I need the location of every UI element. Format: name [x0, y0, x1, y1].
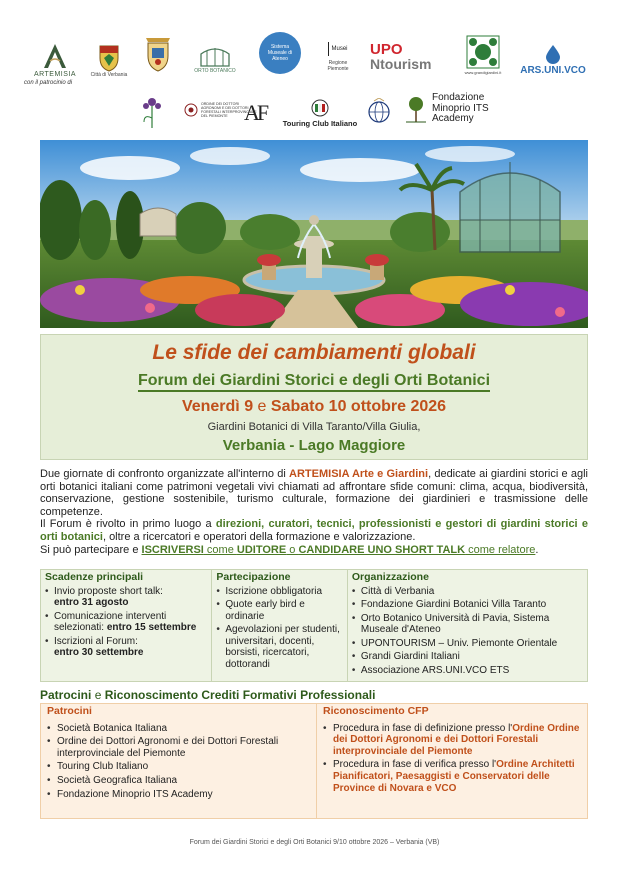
- cfp-agronomi-highlight: Ordine Ordine dei Dottori Agronomi e dei Dottori Forestali interprovinciale del Piemonte: [332, 722, 580, 757]
- intro-p2-end: , oltre a ricercatori e operatori della formazione e valorizzazione.: [102, 530, 416, 543]
- upo-label: UPO: [370, 41, 403, 58]
- tree: [174, 202, 226, 254]
- crest-logo: [140, 26, 176, 74]
- deadline-value: entro 15 settembre: [106, 622, 197, 633]
- list-item: • Fondazione Minoprio ITS Academy: [47, 789, 310, 801]
- verbania-crest-logo: [84, 28, 134, 78]
- patronage-column: [41, 704, 316, 818]
- intro-p1-start: Due giornate di confronto organizzate all'interno di: [40, 468, 290, 480]
- list-item: • Orto Botanico Università di Pavia, Sistema Museale d'Ateneo: [352, 613, 583, 636]
- register-link[interactable]: ISCRIVERSI: [141, 543, 204, 556]
- touring-club-emblem-icon: [311, 99, 329, 117]
- artemisia-logo: [30, 24, 80, 78]
- cloud: [300, 158, 420, 182]
- patronage-list: [47, 723, 310, 801]
- tree: [40, 180, 82, 260]
- flower-bed: [195, 294, 285, 326]
- intro-paragraph-1: [40, 468, 588, 518]
- forum-subtitle-text: Forum dei Giardini Storici e degli Orti Botanici: [138, 372, 490, 392]
- list-item: • Quote early bird e ordinarie: [216, 599, 343, 622]
- sponsor-logos-row: [0, 24, 629, 80]
- patronage-section-b: Riconoscimento Crediti Formativi Professionali: [104, 688, 376, 702]
- heraldic-crest-icon: [142, 34, 174, 74]
- page-footer: Forum dei Giardini Storici e degli Orti Botanici 9/10 ottobre 2026 – Verbania (VB): [189, 839, 440, 846]
- cloud: [425, 146, 515, 162]
- organization-title: Organizzazione: [351, 571, 429, 583]
- patronage-section-a: Patrocini: [40, 688, 92, 702]
- cfp-column: [316, 704, 587, 818]
- musei-mark: [328, 42, 347, 56]
- greenhouse-icon: [197, 42, 233, 68]
- participation-title: Partecipazione: [216, 571, 291, 583]
- audience-highlight: direzioni, curatori, tecnici, professionisti e gestori di giardini storici e orti botanici: [40, 518, 588, 543]
- deadline-label: Comunicazione interventi selezionati:: [54, 610, 167, 633]
- patronage-label: con il patrocinio di: [24, 80, 73, 86]
- sistema-museale-badge: [259, 32, 301, 74]
- artemisia-mark-icon: [40, 41, 70, 71]
- list-item: • Società Geografica Italiana: [47, 775, 310, 787]
- flower-icon: [138, 92, 166, 130]
- grandi-giardini-icon: [465, 34, 501, 70]
- af-label: AF: [243, 100, 267, 125]
- cfp-column-title: Riconoscimento CFP: [322, 705, 429, 717]
- cfp-procedure-text: Procedura in fase di verifica presso l': [332, 759, 497, 771]
- list-item: • Società Botanica Italiana: [47, 723, 310, 735]
- musei-bar-icon: [328, 42, 329, 56]
- touring-club-label: Touring Club Italiano: [282, 119, 358, 128]
- main-title: Le sfide dei cambiamenti globali: [152, 341, 476, 364]
- cfp-architetti-highlight: Ordine Architetti Pianificatori, Paesaggisti e Conservatori delle Province di Novara e VCO: [332, 759, 575, 794]
- intro-p1-end: , dedicate ai giardini storici e agli orti botanici italiani come patrimoni vegetali vivi chiamati ad affrontare sfide comuni: clima, acqua, biodiversità, conservazione, gestione sostenibile, turismo culturale, formazione dei giardinieri e trasmissione delle competenze.: [40, 468, 588, 518]
- intro-paragraph-3: [40, 544, 588, 557]
- ntourism-label: Ntourism: [370, 56, 432, 72]
- patronage-section-and: e: [91, 688, 105, 702]
- intro-p3-come: come: [203, 543, 237, 556]
- af-logo: [240, 94, 270, 126]
- intro-text: [40, 468, 588, 556]
- artemisia-highlight: ARTEMISIA Arte e Giardini: [289, 468, 429, 480]
- tree: [390, 212, 450, 252]
- globe-emblem-icon: [366, 98, 392, 128]
- intro-paragraph-2: [40, 518, 588, 543]
- verbania-crest-icon: [98, 42, 120, 72]
- list-item: • Ordine dei Dottori Agronomi e dei Dottori Forestali interprovinciale del Piemonte: [47, 736, 310, 759]
- fondazione-minoprio-logo: [404, 90, 514, 128]
- ordine-agronomi-label: ORDINE DEI DOTTORI AGRONOMI E DEI DOTTORI FORESTALI INTERPROVINCIALE DEL PIEMONTE: [201, 101, 257, 119]
- intro-p3-speaker: come relatore: [465, 543, 536, 556]
- patronage-logos-row: [0, 88, 629, 132]
- list-item: • Touring Club Italiano: [47, 761, 310, 773]
- date-day-one: Venerdì 9: [181, 398, 254, 415]
- tree: [79, 200, 111, 260]
- list-item: • UPONTOURISM – Univ. Piemonte Orientale: [352, 638, 583, 650]
- deadline-label: Invio proposte short talk:: [54, 585, 163, 597]
- forum-subtitle: [41, 372, 587, 390]
- artemisia-label: ARTEMISIA: [33, 71, 77, 78]
- ars-uni-vco-label: ARS.UNI.VCO: [520, 65, 586, 76]
- patronage-table: [40, 703, 588, 819]
- deadline-label: Iscrizioni al Forum:: [54, 635, 138, 647]
- sistema-museale-logo: [258, 30, 302, 74]
- list-item: [323, 759, 581, 794]
- ordine-seal-icon: [184, 103, 198, 117]
- short-talk-link[interactable]: CANDIDARE UNO SHORT TALK: [298, 543, 466, 556]
- water-drop-icon: [542, 43, 564, 65]
- event-place: Verbania - Lago Maggiore: [222, 437, 406, 454]
- cfp-procedure-text: Procedura in fase di definizione presso l': [332, 722, 513, 734]
- event-venue: Giardini Botanici di Villa Taranto/Villa Giulia,: [207, 421, 421, 433]
- hero-garden-image: [40, 140, 588, 328]
- deadlines-column: [41, 570, 212, 681]
- list-item: • Agevolazioni per studenti, universitari, docenti, borsisti, ricercatori, dottorandi: [216, 624, 343, 670]
- participation-list: [216, 586, 343, 671]
- geographic-society-logo: [364, 90, 394, 128]
- verbania-caption: Città di Verbania: [90, 72, 128, 78]
- list-item: [45, 611, 207, 634]
- sistema-museale-label: Sistema Museale di Ateneo: [267, 44, 293, 62]
- grandi-giardini-caption: www.grandigiardini.it: [464, 70, 502, 75]
- event-dates: [41, 398, 587, 416]
- intro-p2-start: Il Forum è rivolto in primo luogo a: [40, 518, 216, 531]
- info-table: [40, 569, 588, 682]
- organization-list: [352, 586, 583, 677]
- list-item: [45, 586, 207, 609]
- list-item: • Fondazione Giardini Botanici Villa Taranto: [352, 599, 583, 611]
- orto-botanico-logo: [190, 28, 240, 74]
- musei-piemonte-logo: [318, 36, 358, 72]
- date-conjunction: e: [253, 398, 271, 415]
- garden-illustration: [40, 140, 588, 328]
- cfp-list: [323, 723, 581, 795]
- cloud: [80, 156, 180, 180]
- touring-club-logo: [278, 90, 362, 128]
- tree: [240, 214, 300, 250]
- deadlines-title: Scadenze principali: [45, 571, 144, 583]
- list-item: • Grandi Giardini Italiani: [352, 651, 583, 663]
- intro-p3-start: Si può partecipare e: [40, 543, 142, 556]
- attendee-link[interactable]: UDITORE: [236, 543, 287, 556]
- upo-ntourism-logo: [370, 32, 442, 72]
- musei-caption: Regione Piemonte: [327, 60, 349, 72]
- intro-p3-or: o: [286, 543, 299, 556]
- organization-column: [348, 570, 587, 681]
- list-item: • Iscrizione obbligatoria: [216, 586, 343, 598]
- tree-icon: [404, 94, 428, 124]
- patronage-column-title: Patrocini: [47, 705, 92, 717]
- deadline-value: entro 30 settembre: [54, 647, 144, 658]
- list-item: • Associazione ARS.UNI.VCO ETS: [352, 665, 583, 677]
- deadlines-list: [45, 586, 207, 659]
- ars-uni-vco-logo: [518, 28, 588, 76]
- cloud: [190, 147, 270, 165]
- list-item: [45, 636, 207, 659]
- left-gazebo: [140, 208, 176, 236]
- date-day-two: Sabato 10 ottobre 2026: [270, 398, 447, 415]
- list-item: [323, 723, 581, 758]
- orto-botanico-caption: ORTO BOTANICO: [194, 68, 236, 74]
- deadline-value: entro 31 agosto: [54, 597, 129, 608]
- fondazione-minoprio-label: Fondazione Minoprio ITS Academy: [432, 92, 489, 125]
- participation-column: [212, 570, 348, 681]
- intro-p3-period: .: [535, 543, 539, 556]
- patronage-section-title: [40, 688, 375, 702]
- list-item: • Città di Verbania: [352, 586, 583, 598]
- botanical-society-logo: [136, 88, 168, 130]
- musei-label: Musei: [331, 46, 348, 52]
- event-title-box: [40, 334, 588, 460]
- grandi-giardini-logo: [460, 28, 506, 76]
